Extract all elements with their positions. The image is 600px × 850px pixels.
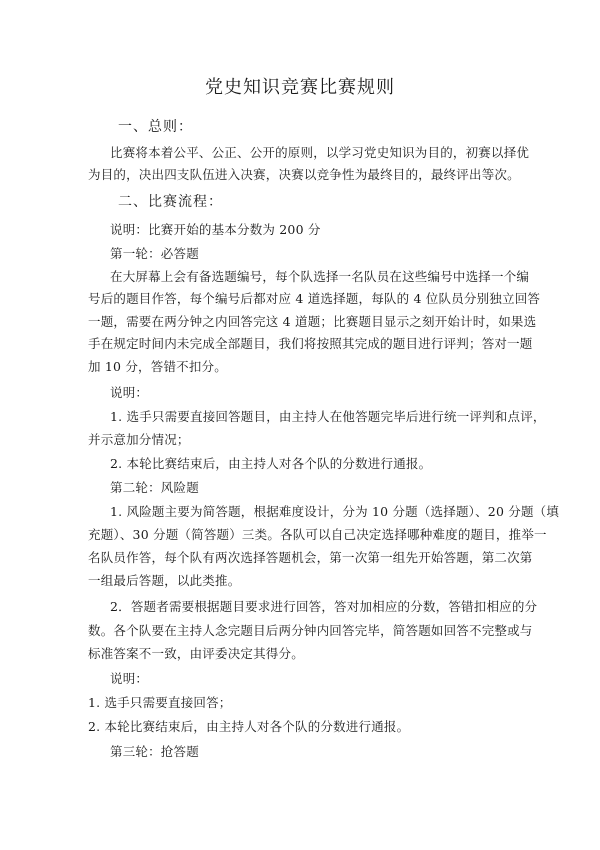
round2-para1-line: 名队员作答，每个队有两次选择答题机会，第一次第一组先开始答题，第二次第 <box>88 550 533 565</box>
round2-para2-line: 2．答题者需要根据题目要求进行回答，答对加相应的分数，答错扣相应的分 <box>110 599 538 614</box>
round1-note: 2. 本轮比赛结束后，由主持人对各个队的分数进行通报。 <box>110 456 432 471</box>
round2-para2-line: 数。各个队要在主持人念完题目后两分钟内回答完毕，简答题如回答不完整或与 <box>88 623 533 638</box>
round2-para2-line: 标准答案不一致，由评委决定其得分。 <box>88 646 304 661</box>
round2-title: 第二轮：风险题 <box>110 480 199 495</box>
section2-heading: 二、比赛流程： <box>118 194 223 210</box>
round1-notes-label: 说明： <box>110 385 149 400</box>
round1-line: 加 10 分，答错不扣分。 <box>88 359 227 374</box>
round2-note: 2. 本轮比赛结束后，由主持人对各个队的分数进行通报。 <box>88 719 410 734</box>
round2-para1-line: 1. 风险题主要为简答题，根据难度设计，分为 10 分题（选择题）、20 分题（填 <box>110 504 560 519</box>
section1-heading: 一、总则： <box>118 119 193 135</box>
document-title: 党史知识竞赛比赛规则 <box>205 77 395 98</box>
base-score-note: 说明：比赛开始的基本分数为 200 分 <box>110 222 321 237</box>
section1-line: 比赛将本着公平、公正、公开的原则，以学习党史知识为目的，初赛以择优 <box>110 145 530 160</box>
round1-note: 并示意加分情况； <box>88 432 190 447</box>
round1-line: 号后的题目作答，每个编号后都对应 4 道选择题，每队的 4 位队员分别独立回答 <box>88 291 541 306</box>
round1-line: 一题，需要在两分钟之内回答完这 4 道题；比赛题目显示之刻开始计时，如果选 <box>88 314 537 329</box>
round3-title: 第三轮：抢答题 <box>110 744 199 759</box>
round2-note: 1. 选手只需要直接回答； <box>88 695 232 710</box>
round2-para1-line: 一组最后答题，以此类推。 <box>88 573 241 588</box>
round2-notes-label: 说明： <box>110 671 149 686</box>
round1-title: 第一轮：必答题 <box>110 246 199 261</box>
section1-line: 为目的，决出四支队伍进入决赛，决赛以竞争性为最终目的，最终评出等次。 <box>88 167 520 182</box>
round1-note: 1. 选手只需要直接回答题目，由主持人在他答题完毕后进行统一评判和点评， <box>110 409 546 424</box>
round2-para1-line: 充题）、30 分题（简答题）三类。各队可以自己决定选择哪种难度的题目，推举一 <box>88 527 547 542</box>
round1-line: 在大屏幕上会有备选题编号，每个队选择一名队员在这些编号中选择一个编 <box>110 269 530 284</box>
round1-line: 手在规定时间内未完成全部题目，我们将按照其完成的题目进行评判；答对一题 <box>88 336 533 351</box>
